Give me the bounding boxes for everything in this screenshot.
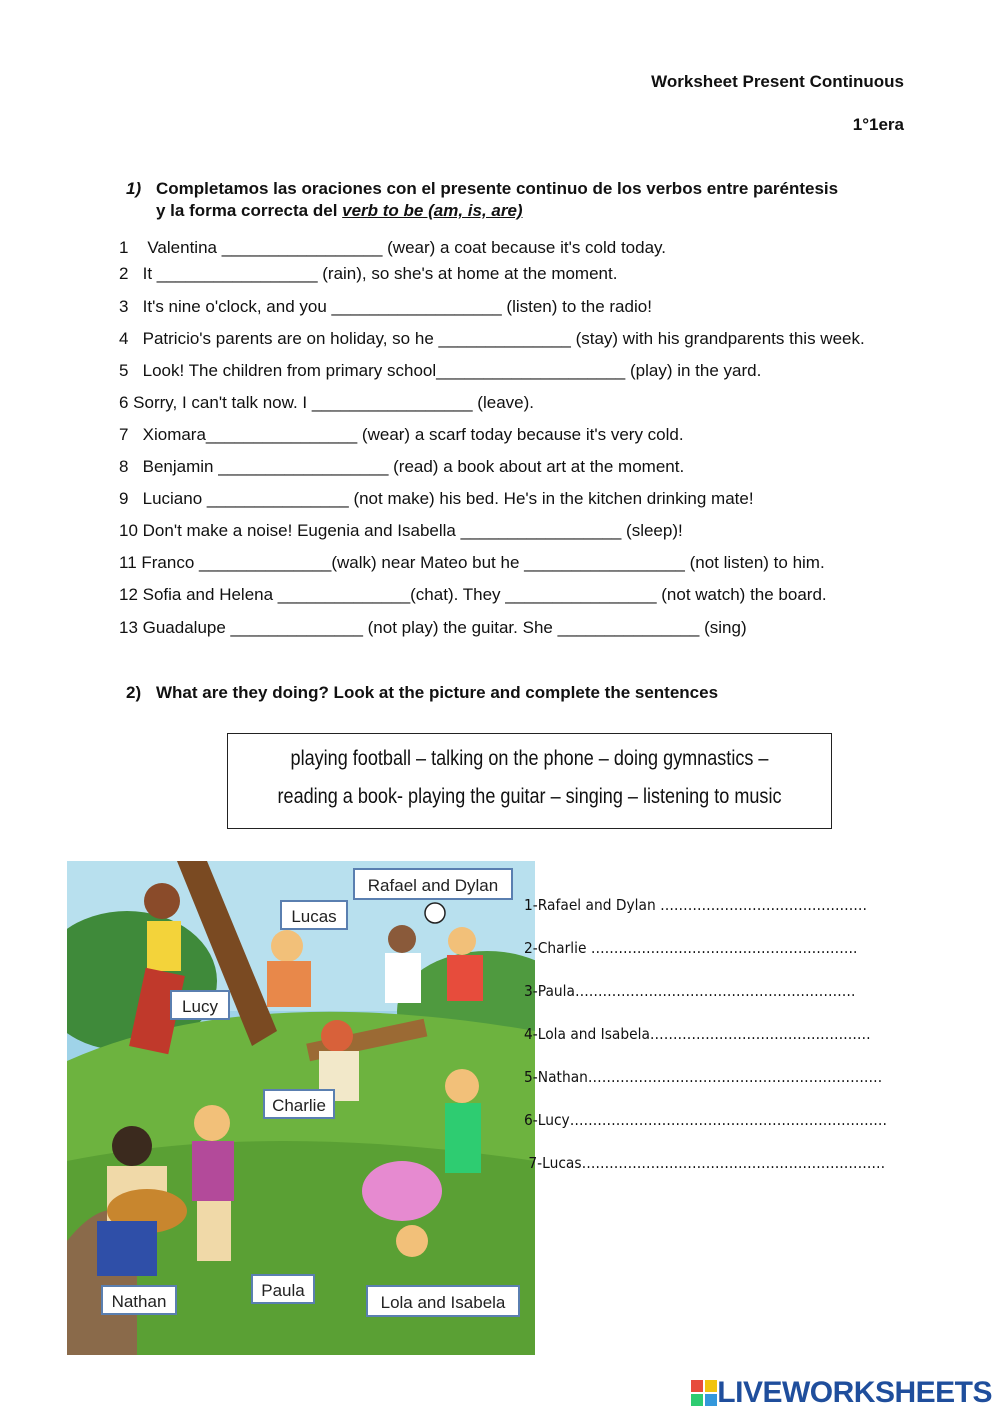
- section2-instruction-text: What are they doing? Look at the picture and complete the sentences: [156, 683, 719, 702]
- sentence-4: 4 Patricio's parents are on holiday, so he ______________ (stay) with his grandparents this week.: [119, 329, 865, 348]
- sentence-2: 2 It _________________ (rain), so she's at home at the moment.: [119, 264, 618, 283]
- sentence-7: 7 Xiomara________________ (wear) a scarf today because it's very cold.: [119, 425, 684, 444]
- answer-line-3[interactable]: 3-Paula…………………………………………………….: [524, 982, 856, 1000]
- sentence-3: 3 It's nine o'clock, and you __________________ (listen) to the radio!: [119, 297, 652, 316]
- svg-text:Lucy: Lucy: [182, 997, 218, 1016]
- section2-instruction: [126, 682, 718, 704]
- svg-text:Nathan: Nathan: [111, 1292, 167, 1311]
- label-rafael-dylan: [354, 869, 512, 899]
- label-lucas: [281, 901, 347, 929]
- sentence-5: 5 Look! The children from primary school____________________ (play) in the yard.: [119, 361, 762, 380]
- word-box-line-2: reading a book- playing the guitar – singing – listening to music: [277, 785, 782, 808]
- word-box: [227, 733, 832, 829]
- figure-paula: [192, 1105, 234, 1261]
- answer-line-6[interactable]: 6-Lucy……………………………………………………………: [524, 1111, 888, 1129]
- section1-instruction-b: y la forma correcta del: [156, 201, 343, 220]
- sentence-10: 10 Don't make a noise! Eugenia and Isabella _________________ (sleep)!: [119, 521, 683, 540]
- logo-icon: [691, 1380, 717, 1406]
- answer-line-2[interactable]: 2-Charlie ………………………………………………….: [524, 939, 858, 957]
- section1-number: 1): [126, 179, 142, 198]
- answer-line-5[interactable]: 5-Nathan……………………………………………………….: [524, 1068, 883, 1086]
- section1-instruction: [126, 178, 906, 222]
- answer-line-4[interactable]: 4-Lola and Isabela…………………………………………: [524, 1025, 871, 1043]
- answer-line-7[interactable]: 7-Lucas…………………………………………………………: [524, 1154, 886, 1172]
- label-nathan: [102, 1286, 176, 1314]
- park-illustration: [67, 861, 535, 1355]
- sentence-1: 1 Valentina _________________ (wear) a coat because it's cold today.: [119, 238, 666, 257]
- label-lucy: [171, 991, 229, 1019]
- sentence-6: 6 Sorry, I can't talk now. I _________________ (leave).: [119, 393, 534, 412]
- svg-text:Paula: Paula: [261, 1281, 305, 1300]
- worksheet-title: Worksheet Present Continuous: [651, 72, 904, 91]
- liveworksheets-logo[interactable]: [691, 1377, 992, 1409]
- svg-text:Charlie: Charlie: [272, 1096, 326, 1115]
- label-paula: [252, 1275, 314, 1303]
- svg-text:Lola and Isabela: Lola and Isabela: [380, 1293, 506, 1312]
- sentence-13: 13 Guadalupe ______________ (not play) the guitar. She _______________ (sing): [119, 618, 747, 637]
- label-lola-isabela: [367, 1286, 519, 1316]
- logo-text: LIVEWORKSHEETS: [717, 1376, 992, 1409]
- verb-to-be-text: verb to be (am, is, are): [342, 201, 523, 220]
- sentence-8: 8 Benjamin __________________ (read) a book about art at the moment.: [119, 457, 685, 476]
- sentence-9: 9 Luciano _______________ (not make) his bed. He's in the kitchen drinking mate!: [119, 489, 754, 508]
- sentence-12: 12 Sofia and Helena ______________(chat). They ________________ (not watch) the board.: [119, 585, 827, 604]
- section1-instruction-a: Completamos las oraciones con el presente continuo de los verbos entre paréntesis: [156, 179, 839, 198]
- section2-number: 2): [126, 683, 142, 702]
- sentence-11: 11 Franco ______________(walk) near Mateo but he _________________ (not listen) to him.: [119, 553, 825, 572]
- class-label: 1°1era: [852, 115, 904, 134]
- svg-text:Rafael and Dylan: Rafael and Dylan: [367, 876, 499, 895]
- answer-line-1[interactable]: 1-Rafael and Dylan ………………………………………: [524, 896, 868, 914]
- svg-text:Lucas: Lucas: [291, 907, 337, 926]
- word-box-line-1: playing football – talking on the phone – doing gymnastics –: [290, 747, 769, 770]
- label-charlie: [264, 1090, 334, 1118]
